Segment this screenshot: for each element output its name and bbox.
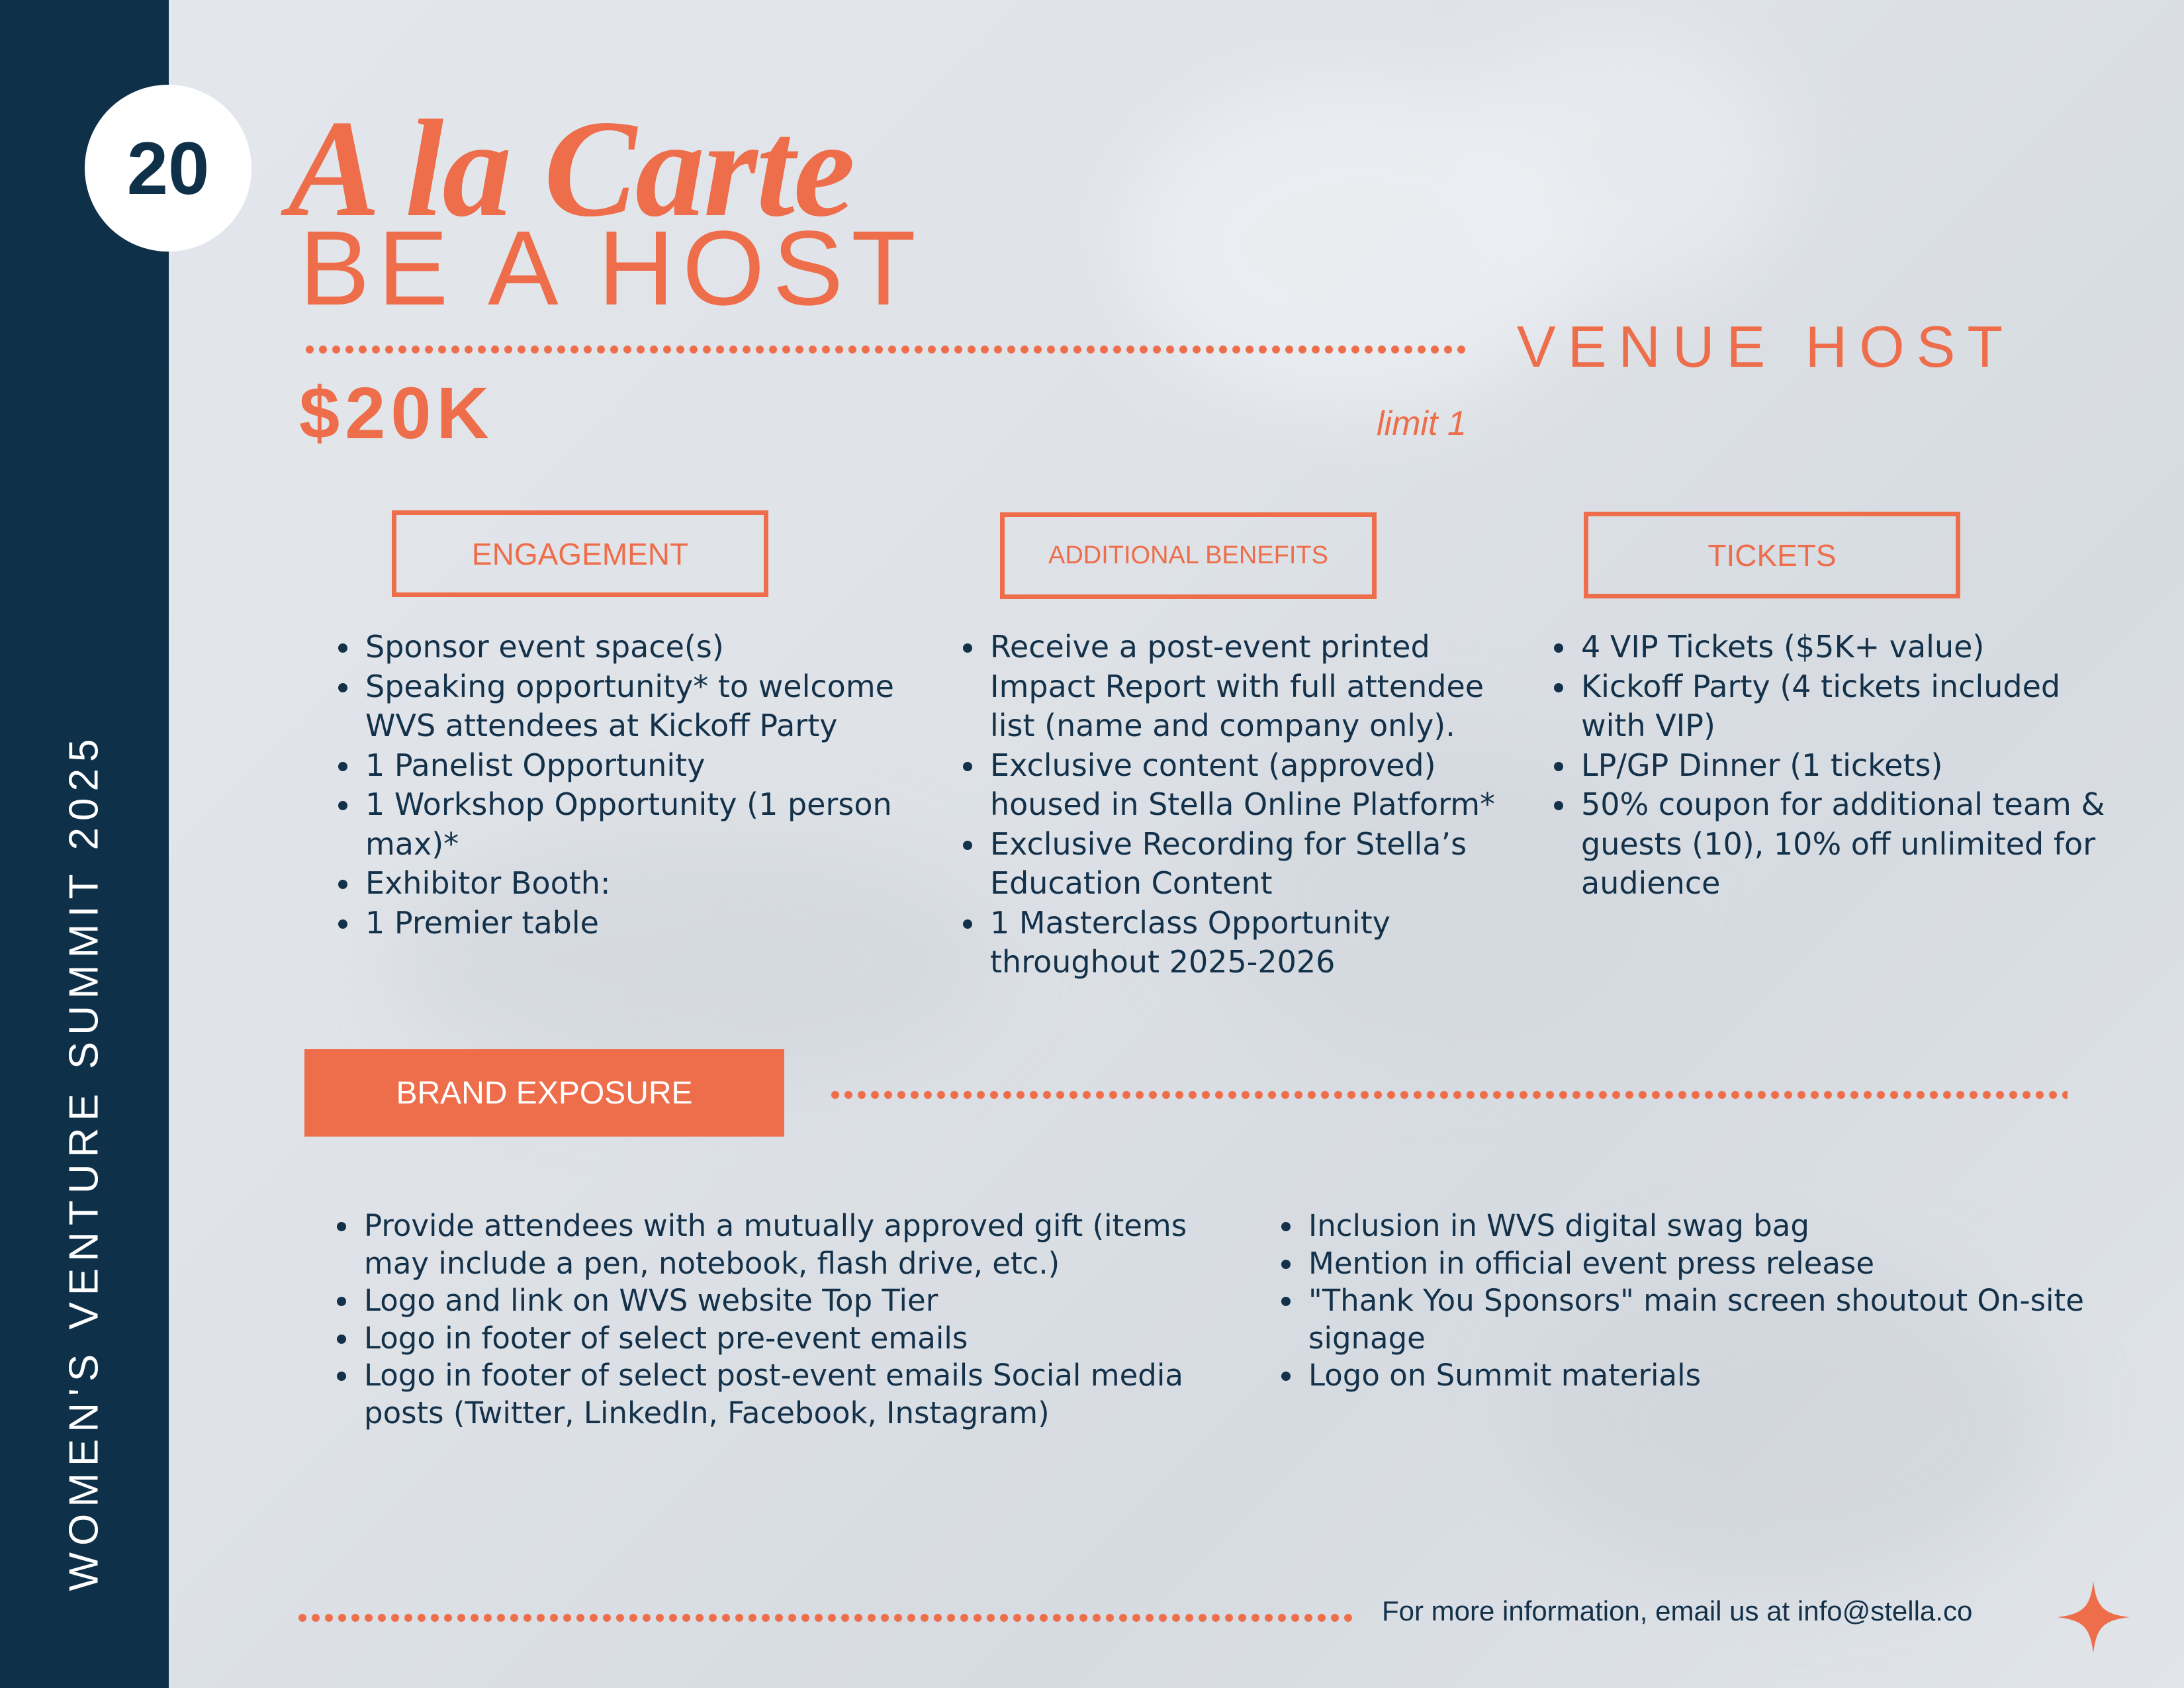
brand-exposure-list-left [323,1207,1260,1432]
engagement-list [324,628,904,943]
list-item: • 1 Premier table [361,904,904,943]
list-item: • Exclusive Recording for Stella’s Education Content [986,825,1516,904]
brand-exposure-list-right [1267,1207,2125,1395]
list-item: • Speaking opportunity* to welcome WVS attendees at Kickoff Party [361,667,904,746]
list-item: • Logo on Summit materials [1304,1357,2125,1395]
page-title: A la Carte [288,92,854,246]
list-item: • Inclusion in WVS digital swag bag [1304,1207,2125,1245]
list-item: • Logo in footer of select pre-event emails [360,1320,1260,1358]
tickets-label: TICKETS [1707,538,1837,573]
page-number-badge: 20 [85,85,251,252]
footer-contact: For more information, email us at info@stella.co [1382,1595,1973,1626]
additional-benefits-label: ADDITIONAL BENEFITS [1048,541,1328,569]
additional-benefits-list [949,628,1516,982]
brand-exposure-label: BRAND EXPOSURE [396,1075,693,1111]
list-item: • 1 Masterclass Opportunity throughout 2025-2026 [986,904,1516,982]
list-item: • Exclusive content (approved) housed in Stella Online Platform* [986,746,1516,825]
four-point-star-icon [2057,1581,2130,1654]
list-item: • Logo and link on WVS website Top Tier [360,1282,1260,1320]
limit-note: limit 1 [1377,404,1467,443]
engagement-label: ENGAGEMENT [471,536,689,571]
list-item: • 1 Workshop Opportunity (1 person max)* [361,785,904,864]
list-item: • 4 VIP Tickets ($5K+ value) [1577,628,2107,667]
list-item: • Exhibitor Booth: [361,864,904,904]
list-item: • Receive a post-event printed Impact Report with full attendee list (name and company only). [986,628,1516,746]
list-item: • Kickoff Party (4 tickets included with VIP) [1577,667,2107,746]
event-name-vertical: WOMEN'S VENTURE SUMMIT 2025 [61,732,107,1591]
tickets-header [1584,512,1960,598]
list-item: • Mention in official event press release [1304,1245,2125,1283]
brand-exposure-header [304,1049,784,1137]
price: $20K [299,373,494,454]
page-subtitle: BE A HOST [299,209,924,327]
sidebar [0,0,169,1688]
list-item: • Sponsor event space(s) [361,628,904,667]
dotted-divider-footer [296,1613,1355,1622]
list-item: • Logo in footer of select post-event emails Social media posts (Twitter, LinkedIn, Facebook, Instagram) [360,1357,1260,1432]
tickets-list [1540,628,2107,904]
list-item: • "Thank You Sponsors" main screen shoutout On-site signage [1304,1282,2125,1357]
tier-name: VENUE HOST [1517,314,2015,379]
list-item: • LP/GP Dinner (1 tickets) [1577,746,2107,786]
dotted-divider-middle [829,1090,2068,1100]
list-item: • Provide attendees with a mutually approved gift (items may include a pen, notebook, flash drive, etc.) [360,1207,1260,1282]
list-item: • 1 Panelist Opportunity [361,746,904,786]
background-shape [1456,26,1787,305]
dotted-divider-top [303,345,1468,354]
additional-benefits-header [1000,512,1377,599]
engagement-header [392,510,768,597]
list-item: • 50% coupon for additional team & guests (10), 10% off unlimited for audience [1577,785,2107,904]
